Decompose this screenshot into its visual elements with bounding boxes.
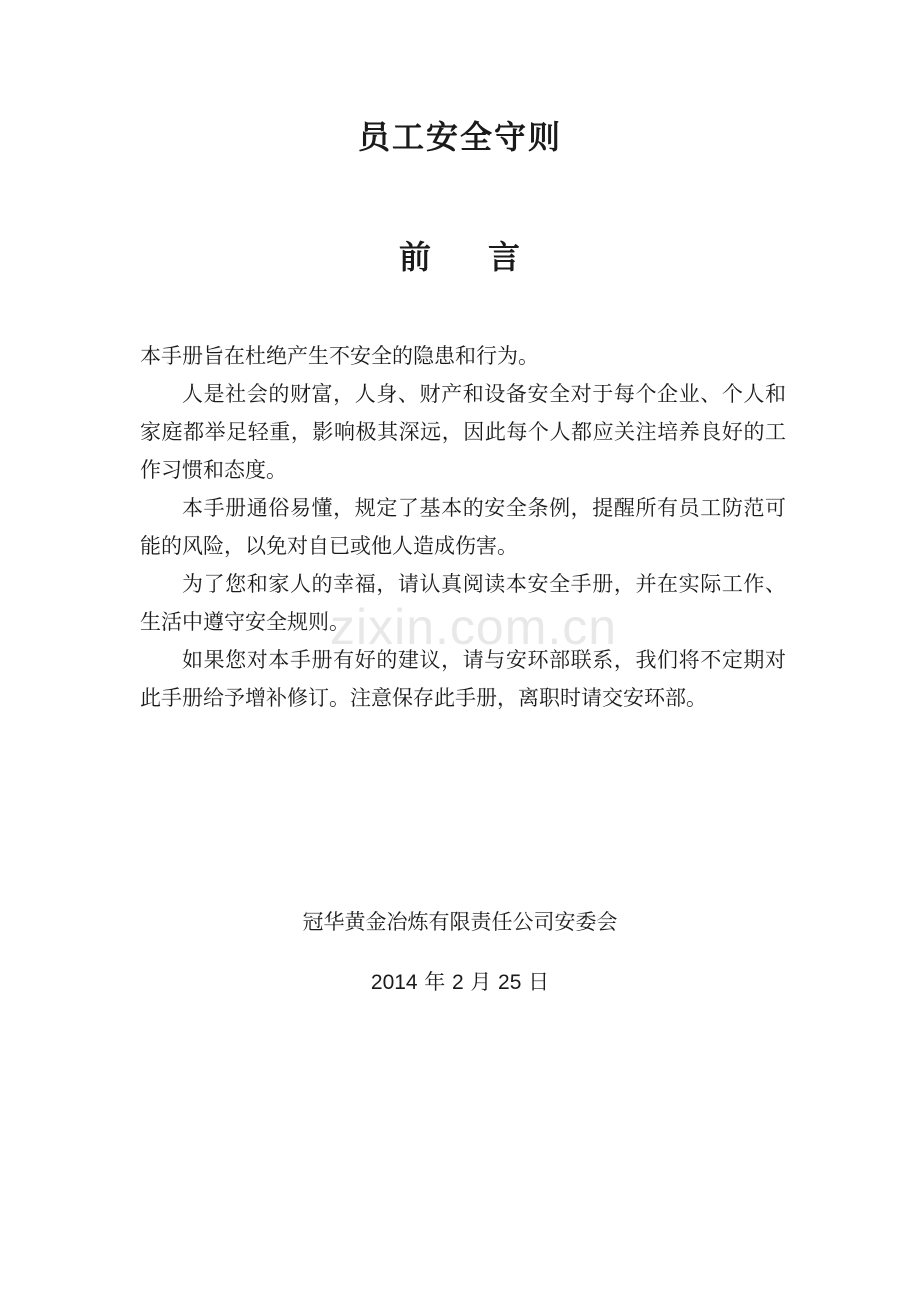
paragraph-4: 为了您和家人的幸福，请认真阅读本安全手册，并在实际工作、生活中遵守安全规则。 xyxy=(140,572,786,634)
section-heading-right: 言 xyxy=(488,238,522,276)
paragraph-2: 人是社会的财富，人身、财产和设备安全对于每个企业、个人和家庭都举足轻重，影响极其深远，因此每个人都应关注培养良好的工作习惯和态度。 xyxy=(140,382,786,482)
section-heading-left: 前 xyxy=(398,238,432,276)
document-title: 员工安全守则 xyxy=(357,118,562,156)
date-year-unit: 年 xyxy=(424,970,446,994)
paragraph-1: 本手册旨在杜绝产生不安全的隐患和行为。 xyxy=(140,344,539,368)
document-body xyxy=(140,337,786,717)
date-month: 2 xyxy=(451,971,464,994)
date-month-unit: 月 xyxy=(470,970,492,994)
section-heading-preface xyxy=(0,232,920,278)
paragraph-5: 如果您对本手册有好的建议，请与安环部联系，我们将不定期对此手册给予增补修订。注意保存此手册，离职时请交安环部。 xyxy=(140,648,786,710)
watermark: zixin.com.cn xyxy=(330,599,618,655)
date-day-unit: 日 xyxy=(528,970,550,994)
footer-date xyxy=(0,966,920,996)
date-day: 25 xyxy=(498,971,522,994)
paragraph-3: 本手册通俗易懂，规定了基本的安全条例，提醒所有员工防范可能的风险，以免对自已或他人造成伤害。 xyxy=(140,496,786,558)
footer-organization: 冠华黄金冶炼有限责任公司安委会 xyxy=(302,910,618,934)
date-year: 2014 xyxy=(370,971,418,994)
